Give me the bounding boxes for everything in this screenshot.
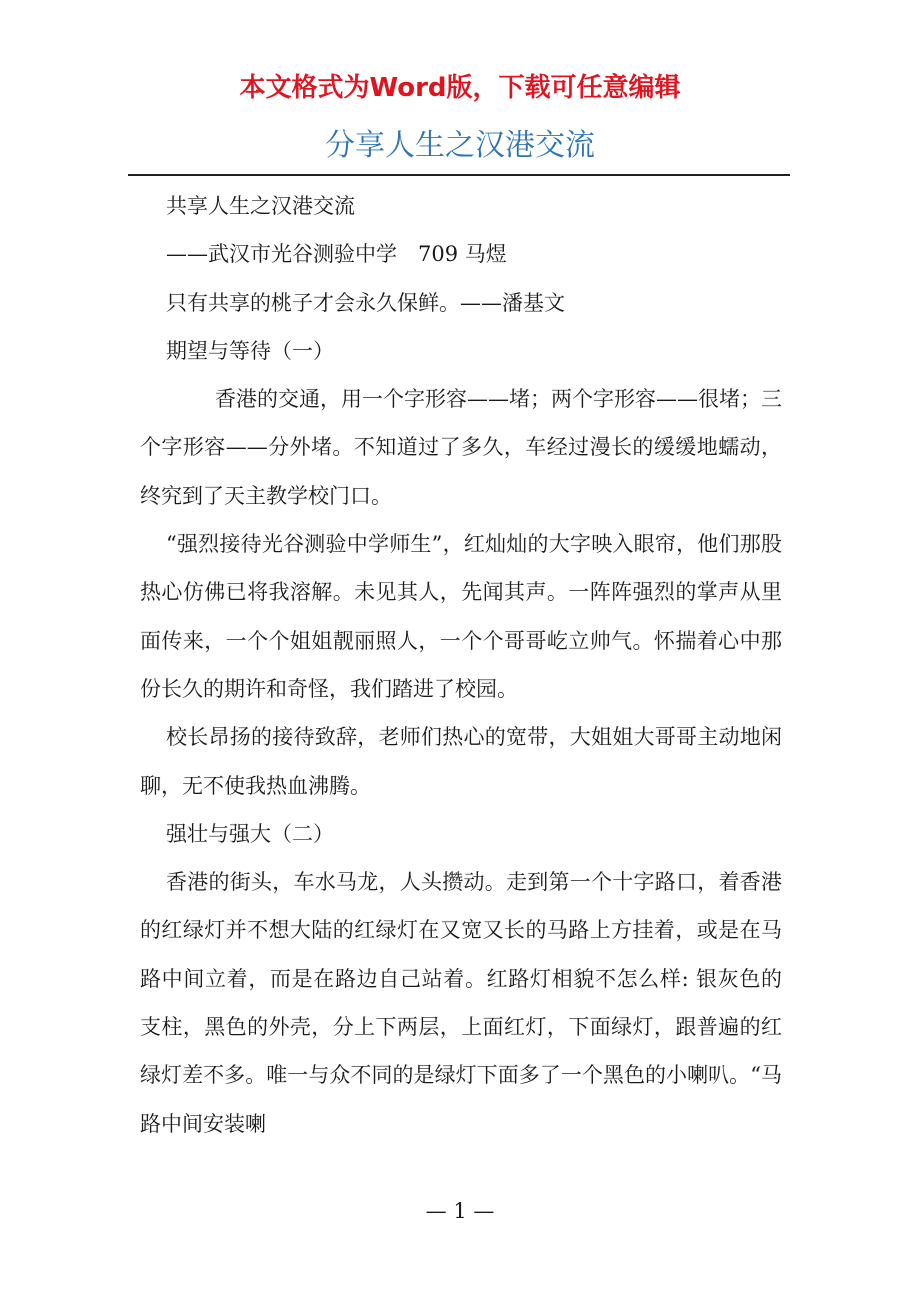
subtitle-line: 共享人生之汉港交流 bbox=[166, 194, 355, 218]
quote-line: 只有共享的桃子才会永久保鲜。——潘基文 bbox=[166, 290, 565, 315]
section-heading-2: 强壮与强大（二） bbox=[166, 821, 334, 846]
title-divider bbox=[128, 174, 790, 176]
paragraph-4: 香港的街头，车水马龙，人头攒动。走到第一个十字路口，着香港的红绿灯并不想大陆的红绿灯在又宽又长的马路上方挂着，或是在马路中间立着，而是在路边自己站着。红路灯相貌不怎么样: 银灰色的支柱，黑色的外壳，分上下两层，上面红灯，下面绿灯，跟普遍的红绿灯差不多。唯一与众不同的是绿灯下面多了一个黑色的小喇叭。“马路中间安装喇 bbox=[140, 870, 782, 1136]
author-line: ——武汉市光谷测验中学 709 马煜 bbox=[166, 242, 507, 267]
document-body bbox=[140, 182, 782, 1148]
format-notice-banner: 本文格式为Word版，下载可任意编辑 bbox=[239, 73, 681, 103]
document-title: 分享人生之汉港交流 bbox=[325, 128, 595, 163]
paragraph-2: “强烈接待光谷测验中学师生”，红灿灿的大字映入眼帘，他们那股热心仿佛已将我溶解。未见其人，先闻其声。一阵阵强烈的掌声从里面传来，一个个姐姐靓丽照人，一个个哥哥屹立帅气。怀揣着心中那份长久的期许和奇怪，我们踏进了校园。 bbox=[140, 532, 782, 701]
page-number: — 1 — bbox=[425, 1199, 495, 1223]
section-heading-1: 期望与等待（一） bbox=[166, 338, 334, 363]
paragraph-3: 校长昂扬的接待致辞，老师们热心的宽带，大姐姐大哥哥主动地闲聊，无不使我热血沸腾。 bbox=[140, 725, 782, 798]
paragraph-1: 香港的交通，用一个字形容——堵；两个字形容——很堵；三个字形容——分外堵。不知道过了多久，车经过漫长的缓缓地蠕动，终究到了天主教学校门口。 bbox=[140, 387, 782, 508]
